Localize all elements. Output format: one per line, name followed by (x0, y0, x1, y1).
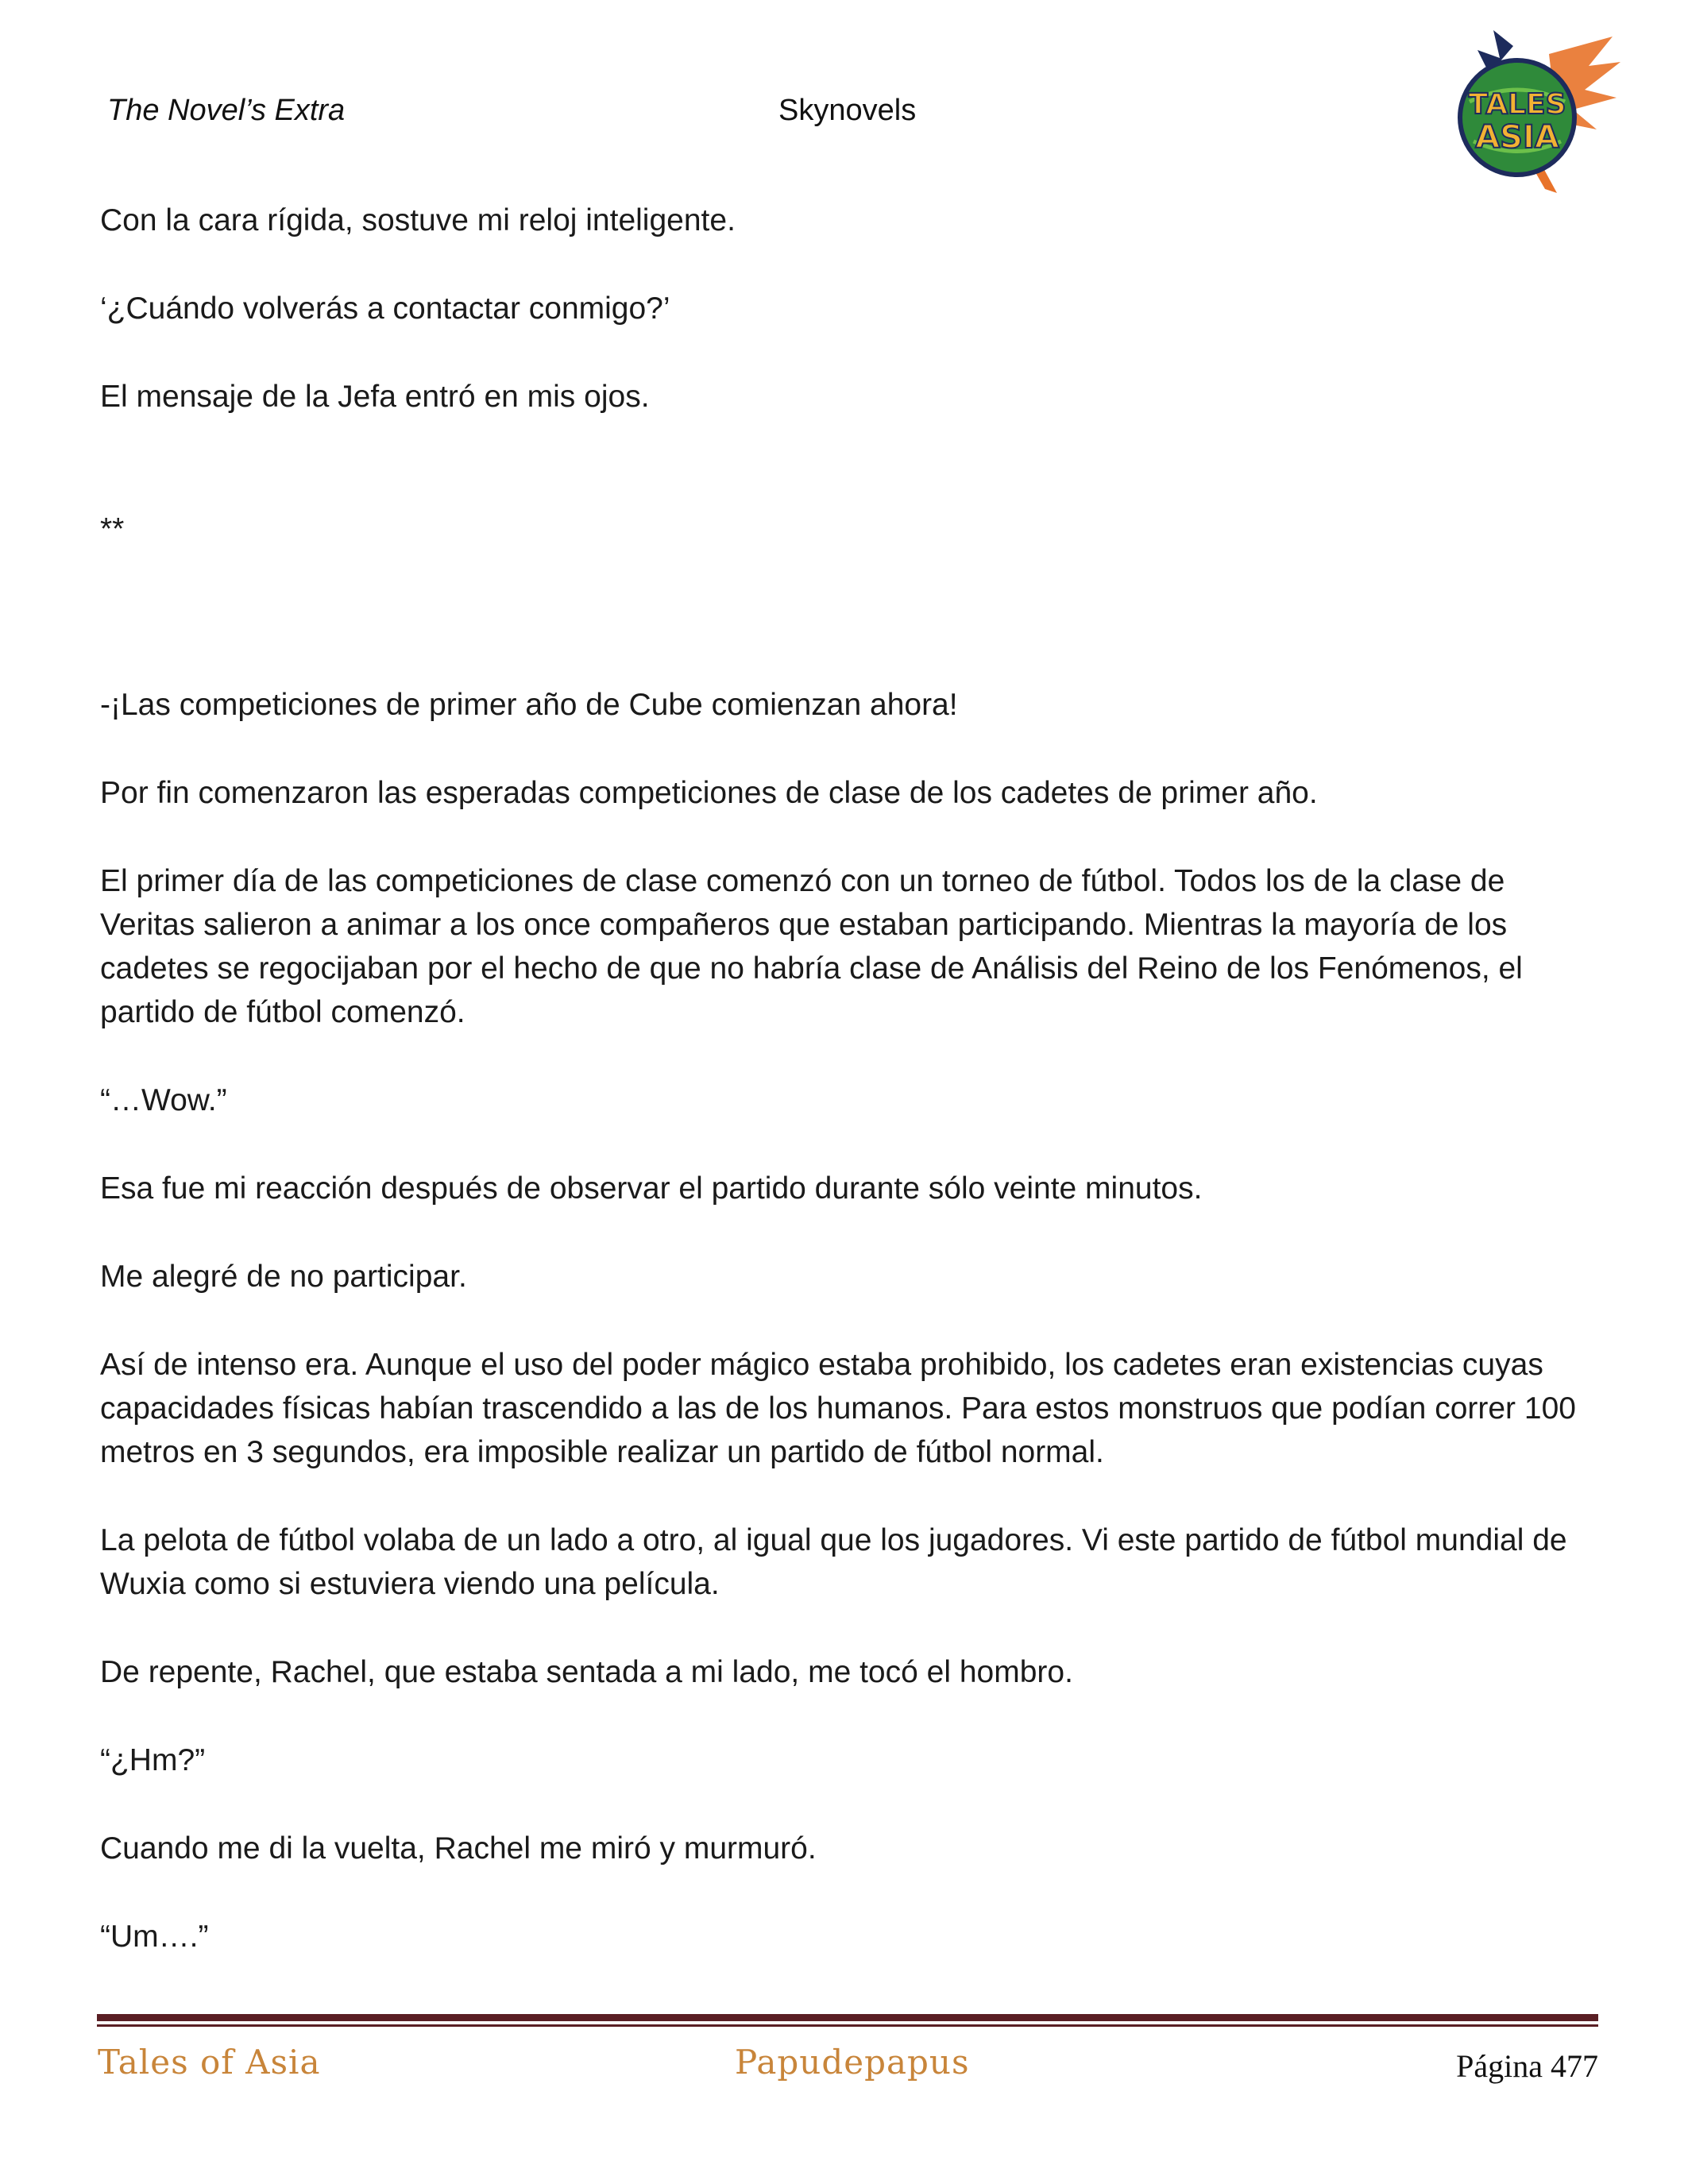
paragraph: Con la cara rígida, sostuve mi reloj inteligente. (100, 203, 736, 237)
paragraph: “¿Hm?” (100, 1743, 206, 1777)
paragraph: ‘¿Cuándo volverás a contactar conmigo?’ (100, 291, 670, 326)
paragraph: La pelota de fútbol volaba de un lado a otro, al igual que los jugadores. Vi este partido de fútbol mundial de Wuxia como si estuviera viendo una película. (100, 1523, 1567, 1601)
page-number: Página 477 (1456, 2048, 1598, 2084)
paragraph: El primer día de las competiciones de clase comenzó con un torneo de fútbol. Todos los de la clase de Veritas salieron a animar a los once compañeros que estaban participando. Mientras la mayoría de los cadetes se regocijaban por el hecho de que no habría clase de Análisis del Reino de los Fenómenos, el partido de fútbol comenzó. (100, 864, 1523, 1029)
footer-publisher: Tales of Asia (98, 2043, 321, 2082)
paragraph: Así de intenso era. Aunque el uso del poder mágico estaba prohibido, los cadetes eran existencias cuyas capacidades físicas habían trascendido a las de los humanos. Para estos monstruos que podían correr 100 metros en 3 segundos, era imposible realizar un partido de fútbol normal. (100, 1348, 1576, 1469)
header-book-title: The Novel’s Extra (107, 94, 346, 127)
logo-text-bottom: ASIA (1475, 119, 1559, 156)
footer-divider (97, 2014, 1598, 2027)
chapter-body (100, 199, 1593, 2003)
paragraph: Me alegré de no participar. (100, 1260, 467, 1294)
paragraph: Por fin comenzaron las esperadas competiciones de clase de los cadetes de primer año. (100, 776, 1318, 810)
paragraph: “…Wow.” (100, 1083, 227, 1117)
scene-separator: ** (100, 512, 125, 546)
paragraph: De repente, Rachel, que estaba sentada a mi lado, me tocó el hombro. (100, 1655, 1073, 1689)
paragraph: “Um….” (100, 1920, 209, 1954)
paragraph: Esa fue mi reacción después de observar el partido durante sólo veinte minutos. (100, 1171, 1203, 1206)
header-site-name: Skynovels (778, 94, 917, 127)
paragraph: El mensaje de la Jefa entró en mis ojos. (100, 380, 650, 414)
paragraph: Cuando me di la vuelta, Rachel me miró y murmuró. (100, 1831, 817, 1866)
logo-text-top: TALES (1468, 88, 1566, 121)
paragraph: -¡Las competiciones de primer año de Cube comienzan ahora! (100, 688, 958, 722)
footer-translator: Papudepapus (735, 2043, 970, 2082)
tales-of-asia-logo (1438, 30, 1622, 201)
